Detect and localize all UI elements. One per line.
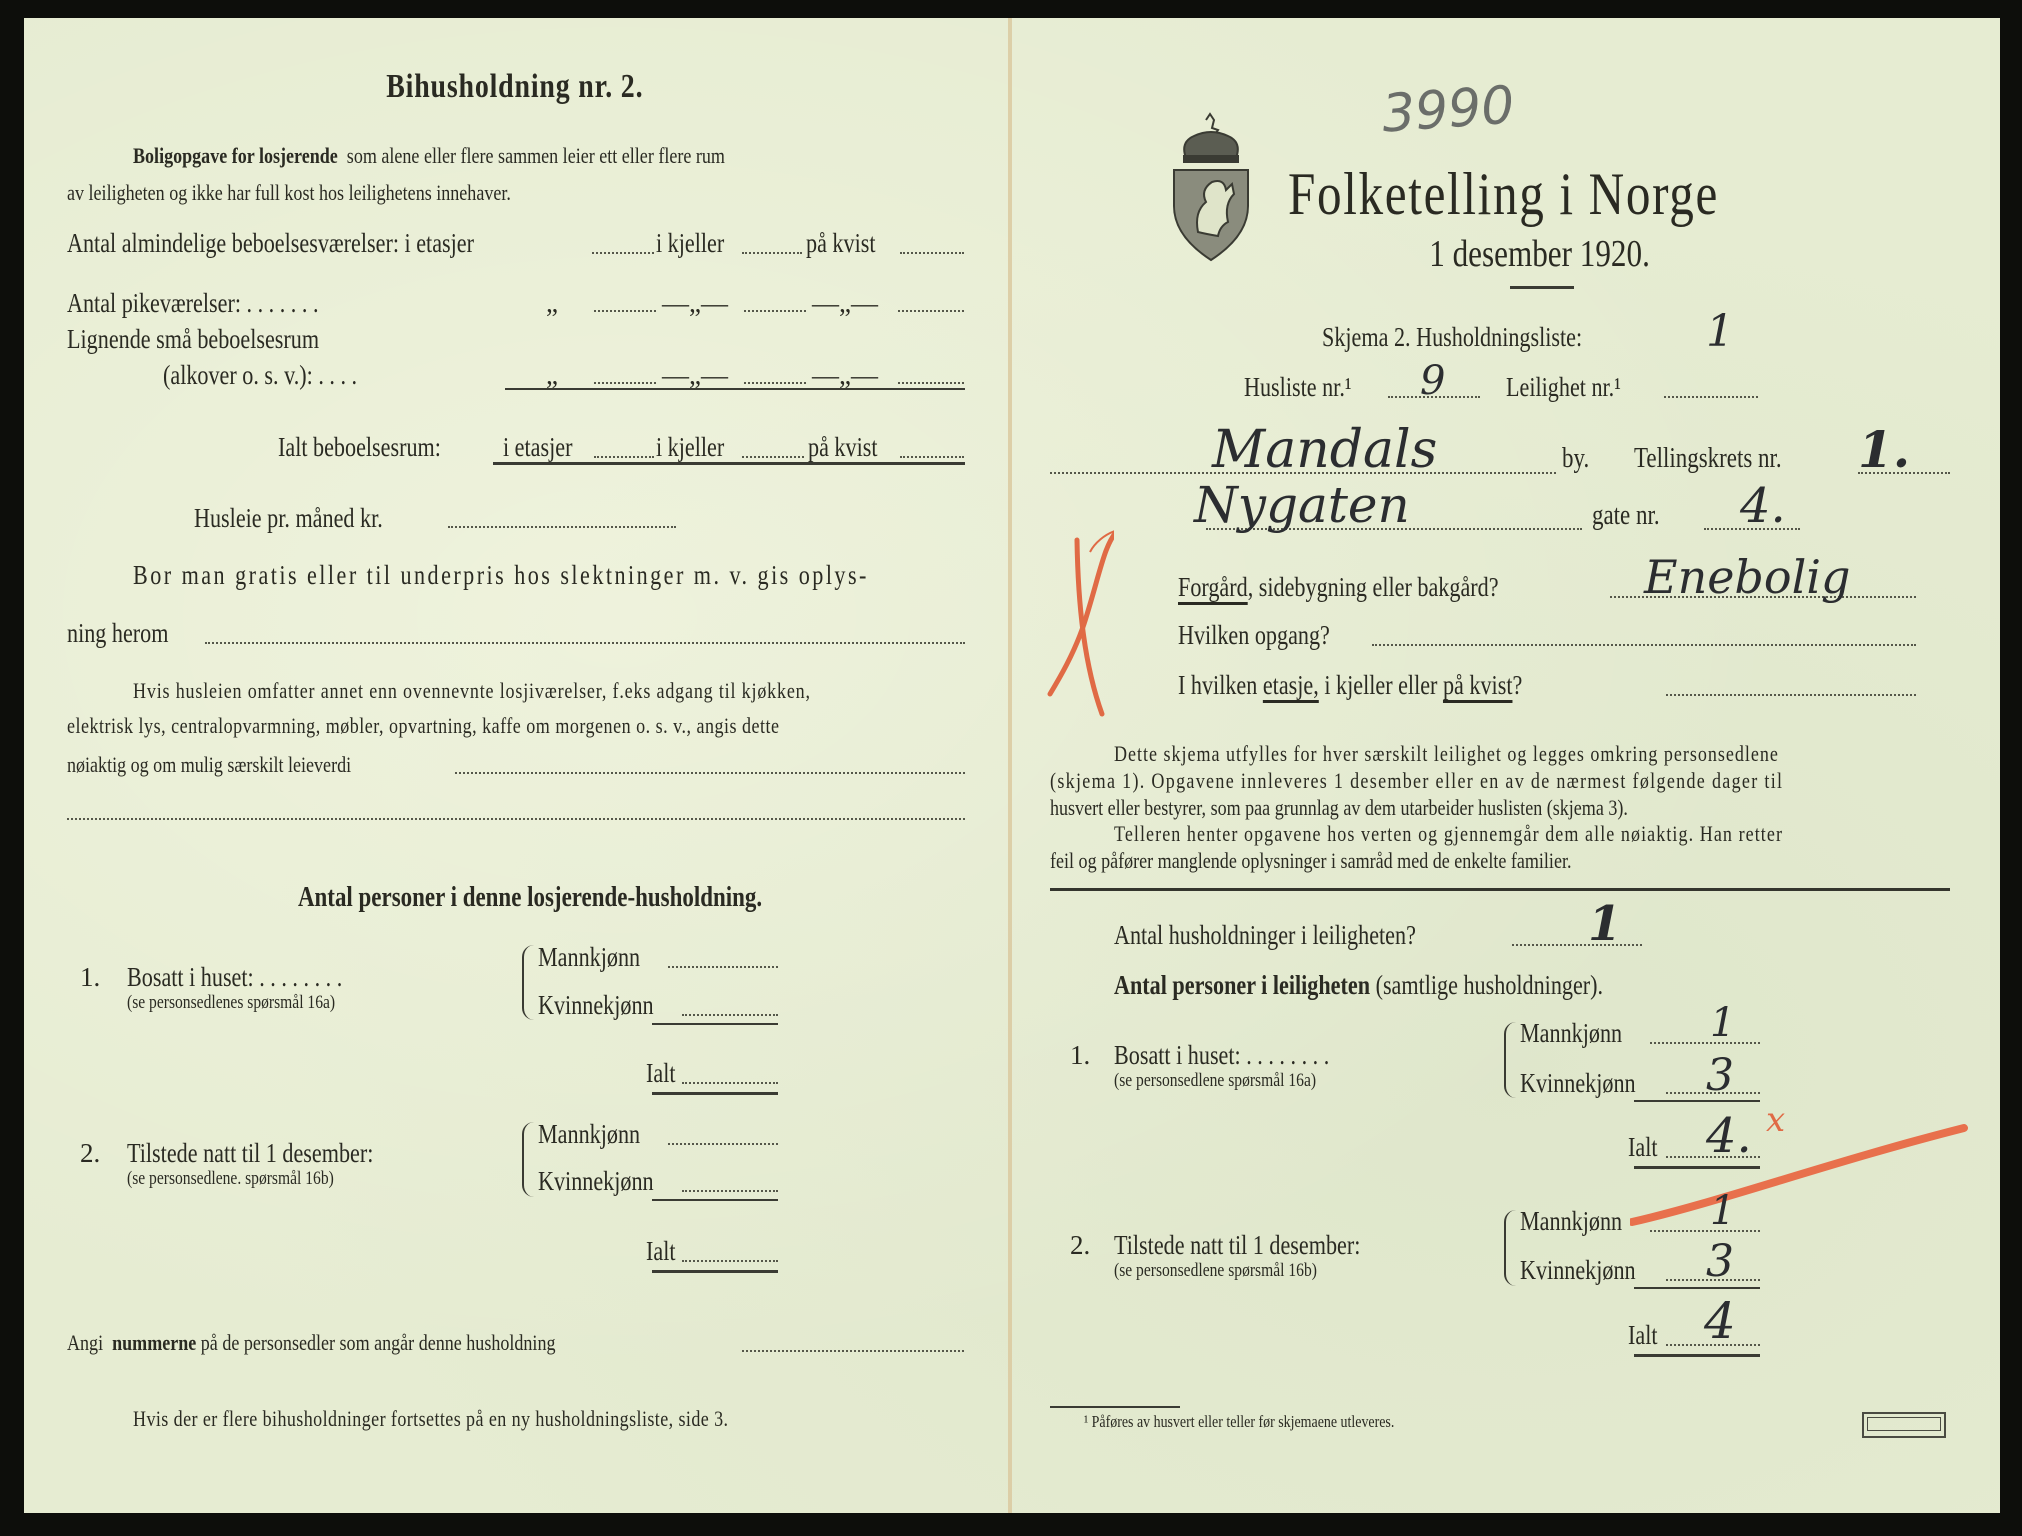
instructions-line-3: husvert eller bestyrer, som paa grunnlag av dem utarbeider huslisten (skjema 3). <box>1050 795 1628 820</box>
street-value: Nygaten <box>1194 476 1410 534</box>
krets-value: 1. <box>1858 420 1911 479</box>
free-rent-field[interactable] <box>205 642 965 644</box>
r-q2-sum-rule <box>1634 1287 1760 1289</box>
intro-rest: som alene eller flere sammen leier ett eller flere rum <box>346 143 725 168</box>
floor-field[interactable] <box>1666 694 1916 696</box>
instructions-line-4: Telleren henter opgavene hos verten og gjennemgår dem alle nøiaktig. Han retter <box>1114 821 1784 846</box>
husliste-value: 9 <box>1420 358 1446 404</box>
r-q1-male-label: Mannkjønn <box>1520 1018 1623 1048</box>
r-q1-female-label: Kvinnekjønn <box>1520 1068 1636 1098</box>
ditto-dash-4: —„— <box>812 360 878 390</box>
ditto-mark-2: „ <box>546 360 558 390</box>
households-field[interactable] <box>1512 944 1642 946</box>
r-q1-sum-rule <box>1634 1100 1760 1102</box>
rooms-total-kjeller: i kjeller <box>656 432 725 462</box>
census-date: 1 desember 1920. <box>1429 233 1651 275</box>
q2-male-label: Mannkjønn <box>538 1119 641 1149</box>
entrance-label: Hvilken opgang? <box>1178 620 1330 650</box>
rooms-sum-rule <box>505 388 965 390</box>
r-q1-red-mark: x <box>1766 1100 1786 1140</box>
numbers-pre: Angi <box>67 1330 104 1355</box>
extras-line-1: Hvis husleien omfatter annet enn ovennevnte losjiværelser, f.eks adgang til kjøkken, <box>133 678 811 703</box>
r-q2-note: (se personsedlene spørsmål 16b) <box>1114 1260 1317 1281</box>
numbers-post: på de personsedler som angår denne husholdning <box>200 1330 556 1355</box>
person-numbers-label <box>67 1330 663 1356</box>
q1-sum-rule <box>652 1023 778 1025</box>
extras-field-line-2[interactable] <box>67 818 965 820</box>
alcove-etasjer-field[interactable] <box>594 382 656 384</box>
r-q2-female-value: 3 <box>1706 1236 1734 1287</box>
leilighet-field[interactable] <box>1664 396 1758 398</box>
rent-field[interactable] <box>448 526 676 528</box>
maid-kvist-field[interactable] <box>898 310 964 312</box>
schema-value: 1 <box>1706 306 1734 357</box>
q1-number: 1. <box>80 962 101 992</box>
maid-etasjer-field[interactable] <box>594 310 656 312</box>
rooms-row-similar: Lignende små beboelsesrum <box>67 324 320 354</box>
q2-total-label: Ialt <box>646 1236 676 1266</box>
persons-heading-left: Antal personer i denne losjerende-husholdning. <box>297 882 763 913</box>
rooms-row-ordinary: Antal almindelige beboelsesværelser: i etasjer <box>67 228 475 258</box>
instructions-rule <box>1050 888 1950 891</box>
r-q2-brace <box>1504 1210 1516 1286</box>
q2-number: 2. <box>80 1138 101 1168</box>
col-kjeller-label: i kjeller <box>656 228 725 258</box>
q1-total-rule <box>652 1092 778 1095</box>
kvist-underlined: på kvist <box>1442 670 1513 700</box>
r-q1-male-field[interactable] <box>1650 1042 1760 1044</box>
street-suffix: gate nr. <box>1592 500 1660 531</box>
rooms-row-alcoves: (alkover o. s. v.): . . . . <box>163 360 358 390</box>
etasje-underlined: etasje, <box>1262 670 1319 700</box>
free-rent-line-1: Bor man gratis eller til underpris hos slektninger m. v. gis oplys- <box>133 560 869 590</box>
r-q2-number: 2. <box>1070 1230 1091 1260</box>
extras-line-2: elektrisk lys, centralopvarmning, møbler, opvartning, kaffe om morgenen o. s. v., angis dette <box>67 713 780 738</box>
person-numbers-field[interactable] <box>742 1350 964 1352</box>
schema-label: Skjema 2. Husholdningsliste: <box>1322 322 1583 352</box>
rooms-total-label: Ialt beboelsesrum: <box>278 432 441 462</box>
q2-sum-rule <box>652 1199 778 1201</box>
rooms-total-etasjer: i etasjer <box>503 432 573 462</box>
q1-note: (se personsedlenes spørsmål 16a) <box>127 992 336 1013</box>
q1-female-label: Kvinnekjønn <box>538 990 654 1020</box>
households-label: Antal husholdninger i leiligheten? <box>1114 920 1416 950</box>
q1-female-field[interactable] <box>682 1014 778 1016</box>
total-kvist-field[interactable] <box>900 456 964 458</box>
ditto-dash-2: —„— <box>812 288 878 318</box>
leilighet-label: Leilighet nr.¹ <box>1506 372 1621 402</box>
q2-label: Tilstede natt til 1 desember: <box>127 1138 374 1168</box>
red-check-mark-icon <box>1044 524 1114 720</box>
footnote-rule <box>1050 1406 1180 1408</box>
persons-heading-rest: (samtlige husholdninger). <box>1375 970 1604 1000</box>
q2-brace <box>522 1122 534 1197</box>
left-page-title: Bihusholdning nr. 2. <box>386 68 644 105</box>
ditto-dash: —„— <box>662 288 728 318</box>
floor-label-a: I hvilken <box>1178 670 1258 700</box>
city-value: Mandals <box>1212 420 1438 480</box>
r-q2-total-rule <box>1634 1354 1760 1357</box>
q1-label: Bosatt i huset: . . . . . . . . <box>127 962 343 992</box>
entrance-field[interactable] <box>1372 644 1916 646</box>
building-label <box>1178 572 1569 603</box>
title-rule <box>1510 286 1574 289</box>
coat-of-arms-icon <box>1168 112 1254 262</box>
printer-stamp-icon <box>1862 1412 1946 1438</box>
instructions-line-5: feil og påfører manglende oplysninger i samråd med de enkelte familier. <box>1050 848 1572 873</box>
building-value: Enebolig <box>1644 550 1851 604</box>
r-q1-female-value: 3 <box>1706 1050 1734 1101</box>
floor-label-b: i kjeller eller <box>1324 670 1438 700</box>
r-q2-male-value: 1 <box>1710 1188 1736 1234</box>
persons-heading-bold: Antal personer i leiligheten <box>1114 970 1371 1000</box>
city-suffix: by. <box>1562 443 1590 474</box>
q1-male-field[interactable] <box>668 966 778 968</box>
households-value: 1 <box>1588 896 1622 952</box>
col-kvist-label: på kvist <box>806 228 876 258</box>
ordinary-etasjer-field[interactable] <box>592 252 654 254</box>
total-kjeller-field[interactable] <box>742 456 804 458</box>
r-q1-label: Bosatt i huset: . . . . . . . . <box>1114 1040 1330 1070</box>
husliste-label: Husliste nr.¹ <box>1244 372 1352 402</box>
r-q2-male-field[interactable] <box>1650 1230 1760 1232</box>
rooms-row-maid: Antal pikeværelser: . . . . . . . <box>67 288 319 318</box>
footnote: ¹ Påføres av husvert eller teller før skjemaene utleveres. <box>1084 1412 1395 1431</box>
intro-line-1 <box>133 143 855 169</box>
krets-label: Tellingskrets nr. <box>1634 443 1782 474</box>
rent-label: Husleie pr. måned kr. <box>194 503 383 533</box>
r-q1-male-value: 1 <box>1710 1000 1736 1046</box>
maid-kjeller-field[interactable] <box>744 310 806 312</box>
r-q2-total-label: Ialt <box>1628 1320 1658 1350</box>
r-q1-brace <box>1504 1022 1516 1098</box>
q2-female-label: Kvinnekjønn <box>538 1166 654 1196</box>
page-spine <box>1008 18 1012 1513</box>
numbers-bold: nummerne <box>112 1330 197 1355</box>
rooms-total-rule <box>493 462 965 465</box>
continue-note: Hvis der er flere bihusholdninger fortsettes på en ny husholdningsliste, side 3. <box>133 1406 729 1431</box>
ordinary-kvist-field[interactable] <box>900 252 964 254</box>
r-q2-female-label: Kvinnekjønn <box>1520 1255 1636 1285</box>
intro-bold: Boligopgave for losjerende <box>133 143 338 168</box>
q2-female-field[interactable] <box>682 1190 778 1192</box>
rooms-total-kvist: på kvist <box>808 432 878 462</box>
extras-field[interactable] <box>455 772 965 774</box>
ditto-mark: „ <box>546 288 558 318</box>
forgard-underlined: Forgård <box>1178 572 1248 602</box>
q1-brace <box>522 945 534 1020</box>
floor-label-c: ? <box>1512 670 1523 700</box>
q1-total-field[interactable] <box>682 1082 778 1084</box>
r-q2-label: Tilstede natt til 1 desember: <box>1114 1230 1361 1260</box>
persons-heading-right <box>1114 970 1710 1001</box>
building-label-rest: , sidebygning eller bakgård? <box>1247 572 1499 602</box>
r-q2-male-label: Mannkjønn <box>1520 1206 1623 1236</box>
intro-line-2: av leiligheten og ikke har full kost hos leilighetens innehaver. <box>67 180 511 205</box>
red-strike-line <box>1630 1122 1970 1232</box>
q1-male-label: Mannkjønn <box>538 942 641 972</box>
q1-total-label: Ialt <box>646 1058 676 1088</box>
q2-total-field[interactable] <box>682 1260 778 1262</box>
street-number-value: 4. <box>1740 478 1786 534</box>
ditto-dash-3: —„— <box>662 360 728 390</box>
q2-note: (se personsedlene. spørsmål 16b) <box>127 1168 334 1189</box>
alcove-kjeller-field[interactable] <box>744 382 806 384</box>
q2-total-rule <box>652 1270 778 1273</box>
q2-male-field[interactable] <box>668 1143 778 1145</box>
archive-number: 3990 <box>1380 75 1517 145</box>
ordinary-kjeller-field[interactable] <box>742 252 802 254</box>
free-rent-line-2: ning herom <box>67 618 169 648</box>
alcove-kvist-field[interactable] <box>898 382 964 384</box>
r-q1-number: 1. <box>1070 1040 1091 1070</box>
total-etasjer-field[interactable] <box>594 456 654 458</box>
extras-line-3: nøiaktig og om mulig særskilt leieverdi <box>67 752 352 777</box>
form-title: Folketelling i Norge <box>1288 161 1719 227</box>
instructions-line-1: Dette skjema utfylles for hver særskilt leilighet og legges omkring personsedlene <box>1114 741 1779 766</box>
r-q1-note: (se personsedlene spørsmål 16a) <box>1114 1070 1317 1091</box>
instructions-line-2: (skjema 1). Opgavene innleveres 1 desember eller en av de nærmest følgende dager til <box>1050 768 1784 793</box>
r-q2-total-value: 4 <box>1704 1292 1736 1350</box>
r-q1-total-label: Ialt <box>1628 1132 1658 1162</box>
r-q1-total-value: 4. <box>1706 1108 1752 1164</box>
floor-label <box>1178 670 1598 701</box>
